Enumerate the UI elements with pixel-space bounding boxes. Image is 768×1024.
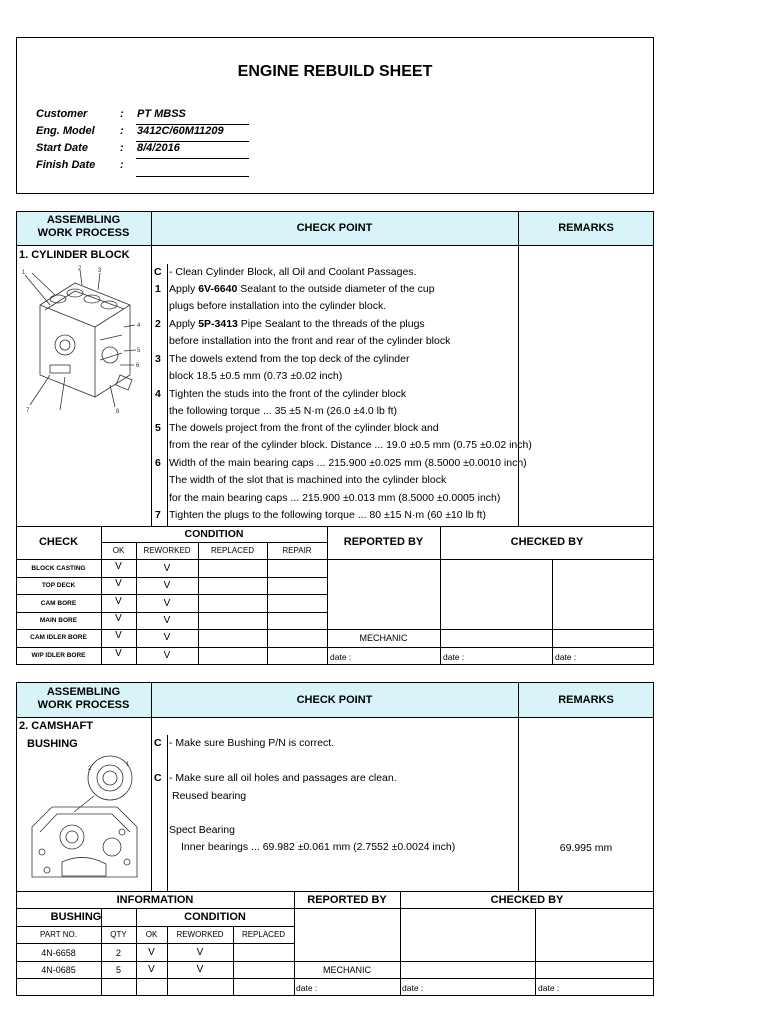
svg-text:1: 1 xyxy=(126,762,130,768)
svg-text:2: 2 xyxy=(88,766,92,772)
s1-line-num-5: 3 xyxy=(155,353,161,365)
check-row-ok: V xyxy=(115,613,122,624)
s2-reported-date: date : xyxy=(296,983,318,993)
svg-text:1: 1 xyxy=(22,270,26,276)
col-ok: OK xyxy=(145,930,158,939)
s1-col-ok: OK xyxy=(112,546,125,555)
part-number: 4N-6658 xyxy=(41,948,76,958)
s1-line-num-3: 2 xyxy=(155,318,161,330)
check-row-ok: V xyxy=(115,578,122,589)
check-row-name: CAM IDLER BORE xyxy=(30,634,87,641)
s2-checked-by-header: CHECKED BY xyxy=(490,894,564,906)
s1-col-repair: REPAIR xyxy=(282,546,312,555)
eng-model-colon: : xyxy=(120,125,124,137)
section1-title: 1. CYLINDER BLOCK xyxy=(19,249,130,261)
s2-checked-date-2: date : xyxy=(538,983,560,993)
s1-reported-by-header: REPORTED BY xyxy=(343,536,424,548)
s1-line-3: Apply 5P-3413 Pipe Sealant to the threads of the plugs xyxy=(169,318,425,330)
part-number-highlight: 5P-3413 xyxy=(198,318,238,330)
cylinder-block-diagram xyxy=(20,265,146,415)
work-process-header-2: WORK PROCESS xyxy=(37,227,130,239)
part-ok: V xyxy=(148,947,155,958)
s2-line-num-2: C xyxy=(154,772,162,784)
col-qty: QTY xyxy=(110,930,127,939)
s1-line-num-11: 6 xyxy=(155,457,161,469)
check-row-reworked: V xyxy=(163,650,171,661)
s1-line-num-7: 4 xyxy=(155,388,161,400)
bushing-header: BUSHING xyxy=(50,911,102,923)
page-title: ENGINE REBUILD SHEET xyxy=(237,63,433,80)
check-row-name: TOP DECK xyxy=(41,582,76,589)
s1-check-header: CHECK xyxy=(38,536,79,548)
work-process-header: ASSEMBLING xyxy=(46,686,121,698)
s1-line-0: - Clean Cylinder Block, all Oil and Coolant Passages. xyxy=(169,266,417,278)
svg-text:5: 5 xyxy=(137,348,141,354)
s1-line-4: before installation into the front and rear of the cylinder block xyxy=(169,335,451,347)
customer-label: Customer xyxy=(36,108,88,120)
s1-line-13: for the main bearing caps ... 215.900 ±0.013 mm (8.5000 ±0.0005 inch) xyxy=(169,492,501,504)
finish-date-label: Finish Date xyxy=(36,159,96,171)
customer-colon: : xyxy=(120,108,124,120)
eng-model-label: Eng. Model xyxy=(36,125,95,137)
remarks-header: REMARKS xyxy=(558,222,614,234)
check-row-reworked: V xyxy=(163,598,171,609)
s1-line-2: plugs before installation into the cylinder block. xyxy=(169,300,387,312)
s2-remark-value: 69.995 mm xyxy=(559,842,613,854)
camshaft-bushing-diagram xyxy=(22,752,148,884)
part-number-highlight: 6V-6640 xyxy=(198,283,238,295)
start-date-colon: : xyxy=(120,142,124,154)
check-row-reworked: V xyxy=(163,580,171,591)
check-row-ok: V xyxy=(115,630,122,641)
s2-line-num-1: C xyxy=(154,737,162,749)
s1-line-14: Tighten the plugs to the following torque ... 80 ±15 N·m (60 ±10 lb ft) xyxy=(169,509,486,521)
svg-text:7: 7 xyxy=(26,408,30,414)
s1-line-num-9: 5 xyxy=(155,422,161,434)
check-row-ok: V xyxy=(115,596,122,607)
s1-line-num-1: 1 xyxy=(155,283,161,295)
s1-line-6: block 18.5 ±0.5 mm (0.73 ±0.02 inch) xyxy=(169,370,343,382)
part-qty: 2 xyxy=(115,948,121,958)
s2-line-2: - Make sure all oil holes and passages are clean. xyxy=(169,772,397,784)
check-row-reworked: V xyxy=(163,563,171,574)
s1-col-reworked: REWORKED xyxy=(143,546,191,555)
s1-line-12: The width of the slot that is machined into the cylinder block xyxy=(169,474,447,486)
svg-text:2: 2 xyxy=(78,266,82,272)
check-row-reworked: V xyxy=(163,632,171,643)
s2-checked-date-1: date : xyxy=(402,983,424,993)
s1-line-num-14: 7 xyxy=(155,509,161,521)
check-row-name: MAIN BORE xyxy=(39,617,78,624)
col-part-no: PART NO. xyxy=(40,930,77,939)
s1-checked-by-header: CHECKED BY xyxy=(510,536,584,548)
part-qty: 5 xyxy=(115,965,121,975)
check-row-reworked: V xyxy=(163,615,171,626)
s2-mechanic-label: MECHANIC xyxy=(322,965,371,975)
check-row-ok: V xyxy=(115,561,122,572)
s1-line-11: Width of the main bearing caps ... 215.900 ±0.025 mm (8.5000 ±0.0010 inch) xyxy=(169,457,527,469)
s2-line-4: Spect Bearing xyxy=(169,824,235,836)
eng-model-value: 3412C/60M11209 xyxy=(137,125,224,137)
information-header: INFORMATION xyxy=(116,894,194,906)
part-number: 4N-0685 xyxy=(41,965,76,975)
s1-line-1: Apply 6V-6640 Sealant to the outside diameter of the cup xyxy=(169,283,435,295)
s2-condition-header: CONDITION xyxy=(184,911,246,923)
s1-checked-date-1: date : xyxy=(443,652,465,662)
check-point-header: CHECK POINT xyxy=(296,694,373,706)
col-replaced: REPLACED xyxy=(241,930,286,939)
start-date-label: Start Date xyxy=(36,142,88,154)
s1-line-9: The dowels project from the front of the cylinder block and xyxy=(169,422,439,434)
s1-condition-header: CONDITION xyxy=(184,528,244,540)
s2-reported-by-header: REPORTED BY xyxy=(307,894,387,906)
check-point-header: CHECK POINT xyxy=(296,222,373,234)
part-reworked: V xyxy=(196,947,204,958)
section2-title: 2. CAMSHAFT xyxy=(19,720,93,732)
customer-value: PT MBSS xyxy=(137,108,186,120)
work-process-header: ASSEMBLING xyxy=(46,214,121,226)
col-reworked: REWORKED xyxy=(176,930,224,939)
svg-text:4: 4 xyxy=(137,323,141,329)
s1-line-8: the following torque ... 35 ±5 N·m (26.0 ±4.0 lb ft) xyxy=(169,405,398,417)
finish-date-colon: : xyxy=(120,159,124,171)
s1-reported-date: date : xyxy=(330,652,352,662)
s1-line-num-0: C xyxy=(154,266,162,278)
part-ok: V xyxy=(148,964,155,975)
s2-line-5: Inner bearings ... 69.982 ±0.061 mm (2.7552 ±0.0024 inch) xyxy=(181,841,456,853)
part-reworked: V xyxy=(196,964,204,975)
remarks-header: REMARKS xyxy=(558,694,614,706)
s1-checked-date-2: date : xyxy=(555,652,577,662)
start-date-underline xyxy=(136,158,249,159)
s1-line-5: The dowels extend from the top deck of the cylinder xyxy=(169,353,410,365)
check-row-ok: V xyxy=(115,648,122,659)
s2-line-1: - Make sure Bushing P/N is correct. xyxy=(169,737,335,749)
check-row-name: W/P IDLER BORE xyxy=(31,652,86,659)
s1-line-10: from the rear of the cylinder block. Distance ... 19.0 ±0.5 mm (0.75 ±0.02 inch) xyxy=(169,439,532,451)
finish-date-underline xyxy=(136,176,249,177)
svg-text:6: 6 xyxy=(136,363,140,369)
header-box xyxy=(16,37,654,194)
work-process-header-2: WORK PROCESS xyxy=(37,699,130,711)
s1-col-replaced: REPLACED xyxy=(210,546,255,555)
section2-title-2: BUSHING xyxy=(27,738,78,750)
svg-text:3: 3 xyxy=(98,268,102,274)
s1-line-7: Tighten the studs into the front of the cylinder block xyxy=(169,388,407,400)
check-row-name: BLOCK CASTING xyxy=(31,565,86,572)
s1-mechanic-label: MECHANIC xyxy=(359,633,408,643)
check-row-name: CAM BORE xyxy=(40,600,77,607)
s2-line-3: Reused bearing xyxy=(172,790,247,802)
svg-text:8: 8 xyxy=(116,409,120,415)
start-date-value: 8/4/2016 xyxy=(137,142,180,154)
